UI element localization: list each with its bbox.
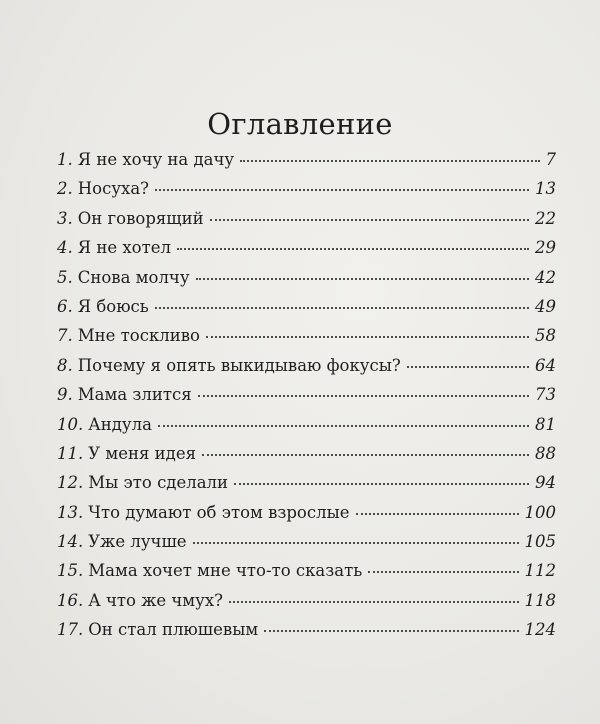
toc-entry-title: Уже лучше bbox=[88, 532, 187, 552]
toc-entry-label bbox=[57, 615, 258, 644]
toc-entry-number: 12. bbox=[57, 473, 84, 493]
toc-entry bbox=[57, 527, 556, 556]
toc-entry-label bbox=[57, 586, 223, 615]
dot-leader bbox=[407, 365, 529, 368]
toc-entry-page: 73 bbox=[535, 385, 556, 405]
toc-entry-title: Андула bbox=[88, 414, 152, 434]
toc-entry-title: Я не хотел bbox=[77, 238, 171, 258]
toc-entry bbox=[57, 263, 556, 292]
toc-entry-title: Мне тоскливо bbox=[77, 326, 200, 346]
dot-leader bbox=[155, 188, 529, 191]
toc-entry-label bbox=[57, 233, 171, 262]
table-of-contents bbox=[57, 145, 556, 645]
toc-entry bbox=[57, 586, 556, 615]
toc-entry-page: 81 bbox=[535, 414, 556, 434]
toc-entry-label bbox=[57, 468, 228, 497]
toc-entry-page: 64 bbox=[535, 355, 556, 375]
dot-leader bbox=[202, 453, 529, 456]
toc-entry bbox=[57, 174, 556, 203]
toc-entry-page: 29 bbox=[535, 238, 556, 258]
dot-leader bbox=[196, 277, 529, 280]
toc-entry-page: 58 bbox=[535, 326, 556, 346]
dot-leader bbox=[206, 335, 529, 338]
toc-entry-label bbox=[57, 263, 190, 292]
toc-entry-number: 5. bbox=[57, 267, 73, 287]
toc-entry-number: 3. bbox=[57, 208, 73, 228]
toc-entry-title: У меня идея bbox=[88, 443, 196, 463]
toc-entry-label bbox=[57, 498, 350, 527]
toc-entry bbox=[57, 204, 556, 233]
toc-entry-page: 94 bbox=[535, 473, 556, 493]
toc-entry-title: Он стал плюшевым bbox=[88, 620, 259, 640]
toc-entry-page: 88 bbox=[535, 443, 556, 463]
toc-entry-number: 6. bbox=[57, 296, 73, 316]
toc-entry-page: 124 bbox=[524, 620, 556, 640]
toc-entry-page: 118 bbox=[524, 590, 556, 610]
toc-entry-label bbox=[57, 174, 149, 203]
toc-entry-number: 11. bbox=[57, 443, 84, 463]
toc-entry-number: 17. bbox=[57, 620, 84, 640]
toc-entry bbox=[57, 292, 556, 321]
toc-entry-title: Что думают об этом взрослые bbox=[88, 502, 350, 522]
dot-leader bbox=[198, 394, 529, 397]
toc-entry-number: 13. bbox=[57, 502, 84, 522]
toc-entry-title: Мама злится bbox=[77, 385, 192, 405]
toc-entry-label bbox=[57, 292, 149, 321]
toc-entry-number: 15. bbox=[57, 561, 84, 581]
toc-entry-title: Я не хочу на дачу bbox=[77, 150, 235, 169]
toc-entry-label bbox=[57, 321, 200, 350]
toc-entry-title: Почему я опять выкидываю фокусы? bbox=[77, 355, 401, 375]
page-title: Оглавление bbox=[207, 107, 393, 142]
toc-entry-page: 7 bbox=[545, 150, 556, 169]
dot-leader bbox=[234, 482, 529, 485]
toc-entry-title: Снова молчу bbox=[77, 267, 190, 287]
toc-entry-page: 100 bbox=[524, 502, 556, 522]
toc-entry bbox=[57, 321, 556, 350]
toc-entry-number: 16. bbox=[57, 590, 84, 610]
toc-entry bbox=[57, 233, 556, 262]
toc-entry-page: 42 bbox=[535, 267, 556, 287]
toc-entry-number: 10. bbox=[57, 414, 84, 434]
dot-leader bbox=[356, 512, 519, 515]
toc-entry-label bbox=[57, 527, 187, 556]
toc-entry bbox=[57, 468, 556, 497]
toc-entry-label bbox=[57, 204, 204, 233]
toc-entry-label bbox=[57, 351, 401, 380]
dot-leader bbox=[264, 629, 518, 632]
toc-entry-number: 4. bbox=[57, 238, 73, 258]
toc-entry-title: Он говорящий bbox=[77, 208, 204, 228]
toc-entry bbox=[57, 145, 556, 174]
toc-entry-label bbox=[57, 556, 362, 585]
dot-leader bbox=[368, 570, 518, 573]
toc-entry-title: А что же чмух? bbox=[88, 590, 223, 610]
toc-entry-label bbox=[57, 410, 152, 439]
toc-entry-number: 2. bbox=[57, 179, 73, 199]
dot-leader bbox=[177, 247, 529, 250]
dot-leader bbox=[229, 600, 519, 603]
toc-entry-number: 9. bbox=[57, 385, 73, 405]
toc-entry-title: Мама хочет мне что-то сказать bbox=[88, 561, 363, 581]
toc-entry bbox=[57, 351, 556, 380]
dot-leader bbox=[155, 306, 529, 309]
toc-entry bbox=[57, 380, 556, 409]
toc-entry bbox=[57, 498, 556, 527]
toc-entry bbox=[57, 410, 556, 439]
dot-leader bbox=[193, 541, 519, 544]
toc-entry bbox=[57, 556, 556, 585]
toc-entry-label bbox=[57, 145, 234, 174]
toc-entry-page: 22 bbox=[535, 208, 556, 228]
dot-leader bbox=[210, 218, 529, 221]
toc-entry-title: Носуха? bbox=[77, 179, 150, 199]
toc-entry bbox=[57, 615, 556, 644]
toc-entry-page: 49 bbox=[535, 296, 556, 316]
toc-entry-label bbox=[57, 439, 196, 468]
toc-entry-number: 8. bbox=[57, 355, 73, 375]
toc-entry bbox=[57, 439, 556, 468]
toc-entry-title: Я боюсь bbox=[77, 296, 149, 316]
toc-entry-number: 7. bbox=[57, 326, 73, 346]
toc-entry-number: 14. bbox=[57, 532, 84, 552]
toc-entry-label bbox=[57, 380, 192, 409]
toc-entry-title: Мы это сделали bbox=[88, 473, 229, 493]
toc-entry-page: 112 bbox=[524, 561, 556, 581]
toc-entry-page: 13 bbox=[535, 179, 556, 199]
dot-leader bbox=[240, 159, 539, 162]
toc-entry-page: 105 bbox=[524, 532, 556, 552]
dot-leader bbox=[158, 424, 529, 427]
toc-entry-number: 1. bbox=[57, 150, 73, 169]
